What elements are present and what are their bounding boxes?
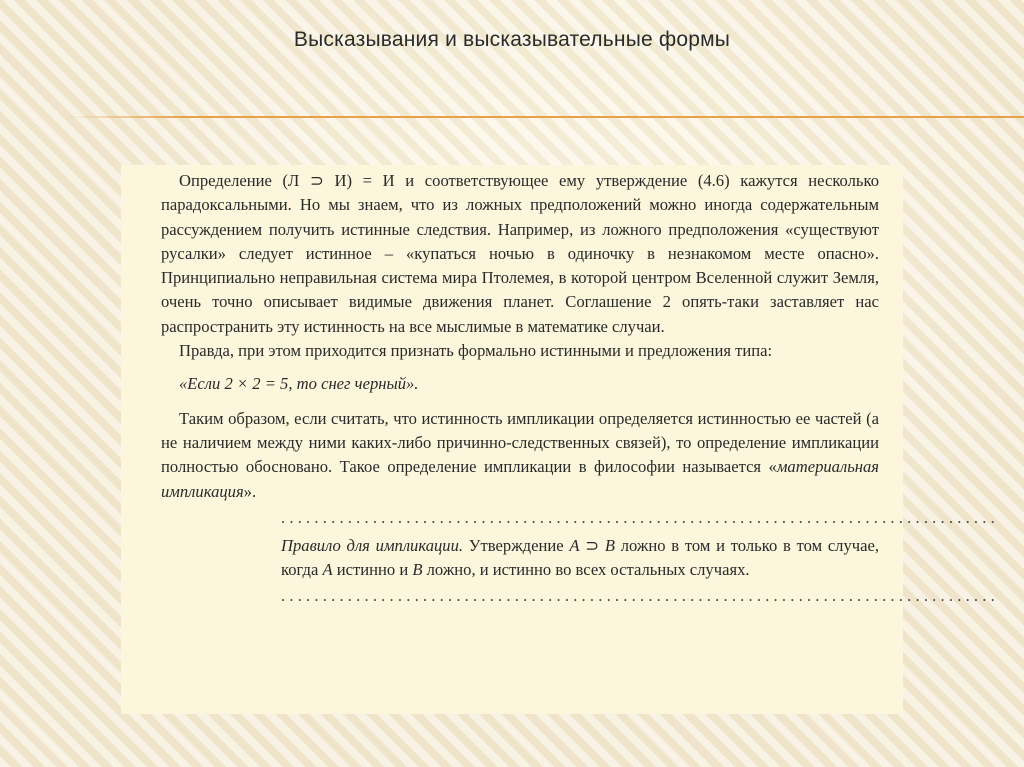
rule-var-b2: B [412,560,423,580]
paragraph-conclusion [161,407,879,504]
rule-var-a: A [569,535,580,555]
rule-text-a: Утверждение [463,535,570,555]
example-statement: «Если 2 × 2 = 5, то снег черный». [179,374,419,394]
implication-rule [281,534,879,583]
rule-label: Правило для импликации. [281,535,464,555]
scanned-textbook-excerpt [121,165,999,714]
material-implication-term: материальная импликация [161,457,879,501]
title-underline [66,116,1024,118]
paragraph-definition: Определение (Л ⊃ И) = И и соответствующее ему утверждение (4.6) кажутся несколько парадоксальными. Но мы знаем, что из ложных предположений можно иногда содержательным рассуждением получить истинные следствия. Например, из ложного предположения «существуют русалки» следует истинное – «купаться ночью в одиночку в незнакомом месте опасно». Принципиально неправильная система мира Птолемея, в которой центром Вселенной служит Земля, очень точно описывает видимые движения планет. Соглашение 2 опять-таки заставляет нас распространить эту истинность на все мыслимые в математике случаи. [161,171,879,336]
conclusion-end: ». [243,481,257,501]
paragraph-truth: Правда, при этом приходится признать формально истинными и предложения типа: [179,341,773,361]
rule-text-d: ложно, и истинно во всех остальных случаях. [422,560,750,580]
dotted-separator-bottom: ...................................................................................... [281,586,999,606]
rule-var-b: B [604,535,616,555]
conclusion-text: Таким образом, если считать, что истинность импликации определяется истинностью ее частей (а не наличием между ними каких-либо причинно-следственных связей), то определение импликации полностью обосновано. Такое определение импликации в философии называется « [161,408,879,477]
rule-text-b: ложно в том и только в том случае, когда [281,535,879,580]
rule-text-c: истинно и [332,560,413,580]
slide-title: Высказывания и высказывательные формы [293,28,731,51]
dotted-separator-top: ...................................................................................... [281,507,999,527]
rule-var-a2: A [322,560,333,580]
rule-implies-symbol: ⊃ [579,535,605,555]
